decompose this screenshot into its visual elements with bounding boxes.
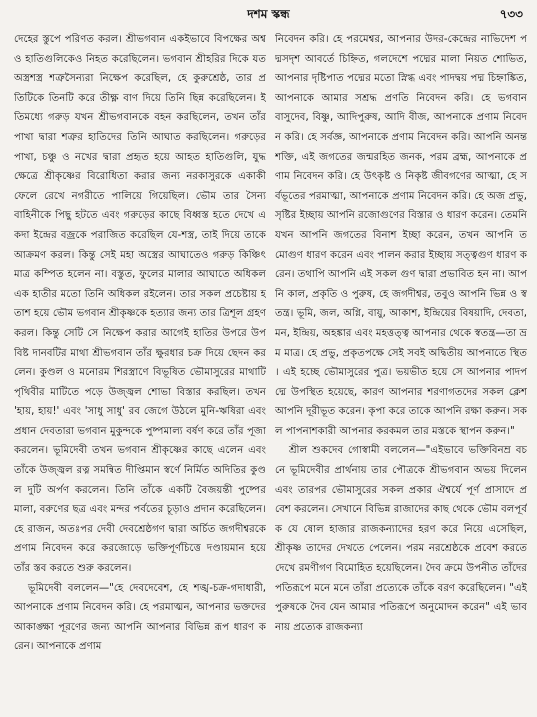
- paragraph: দেহের স্তুপে পরিণত করল। শ্রীভগবান একইভাবে বিপক্ষের অশ্ব ও হাতিগুলিকেও নিহত করেছিলেন। ভগবান শ্রীহরির দিকে যত অস্ত্রশস্ত্র শত্রুসৈন্যরা নিক্ষেপ করেছিল, হে কুরুশ্রেষ্ঠ, তার প্রতিটিকে তিনটি করে তীক্ষ্ণ বাণ দিয়ে তিনি ছিন্ন করেছিলেন। ইতিমধ্যে গরুড় যখন শ্রীভগবানকে বহন করছিলেন, তখন তাঁর পাখা দ্বারা শত্রুর হাতিদের তিনি আঘাত করছিলেন। গরুড়ের পাখা, চঞ্চু ও নখের দ্বারা প্রহৃত হয়ে আহত হাতিগুলি, যুদ্ধক্ষেত্রে শ্রীকৃষ্ণের বিরোধিতা করার জন্য নরকাসুরকে একাকী ফেলে রেখে নগরীতে পালিয়ে গিয়েছিল। ভৌম তার সৈন্যবাহিনীকে পিছু হটতে এবং গরুড়ের কাছে বিধ্বস্ত হতে দেখে একদা ইন্দ্রের বজ্রকে পরাজিত করেছিল যে-শস্ত্র, তাই দিয়ে তাকে আক্রমণ করল। কিন্তু সেই মহা অস্ত্রের আঘাতেও গরুড় কিঞ্চিৎমাত্র কম্পিত হলেন না। বস্তুত, ফুলের মালার আঘাতে অধিকল এক হাতীর মতো তিনি অধিকল রইলেন। তার সকল প্রচেষ্টায় হতাশ হয়ে ভৌম ভগবান শ্রীকৃষ্ণকে হত্যার জন্য তার ত্রিশূল গ্রহণ করল। কিন্তু সেটি সে নিক্ষেপ করার আগেই হাতির উপরে উপবিষ্ট দানবটির মাথা শ্রীভগবান তাঁর ক্ষুরধার চক্র দিয়ে ছেদন করলেন। কুণ্ডল ও মনোরম শিরস্ত্রাণে বিভূষিত ভৌমাসুরের মাথাটি পৃথিবীর মাটিতে পড়ে উজ্জ্বল শোভা বিস্তার করছিল। তখন 'হায়, হায়!' এবং 'সাধু সাধু' রব জেগে উঠলে মুনি-ঋষিরা এবং প্রধান দেবতারা ভগবান মুকুন্দকে পুষ্পমাল্য বর্ষণ করে তাঁর পূজা করলেন। ভূমিদেবী তখন ভগবান শ্রীকৃষ্ণের কাছে এলেন এবং তাঁকে উজ্জ্বল রত্ন সমন্বিত দীপ্তিমান স্বর্ণে নির্মিত অদিতির কুণ্ডল দুটি অর্পণ করলেন। তিনি তাঁকে একটি বৈজয়ন্তী পুষ্পের মালা, বরুণের ছত্র এবং মন্দর পর্বতের চূড়াও প্রদান করেছিলেন। হে রাজন, অতঃপর দেবী দেবশ্রেষ্ঠগণ দ্বারা অর্চিত জগদীশ্বরকে প্রণাম নিবেদন করে করজোড়ে ভক্তিপূর্ণচিত্তে দণ্ডায়মান হয়ে তাঁর স্তব করতে শুরু করলেন।: [14, 34, 266, 575]
- paragraph: নিবেদন করি। হে পরমেশ্বর, আপনার উদর-কেন্দ্রের নাভিদেশ পদ্মসদৃশ আবর্তে চিহ্নিত, গলদেশে পদ্মের মালা নিয়ত শোভিত, আপনার দৃষ্টিপাত পদ্মের মতো স্নিগ্ধ এবং পাদদ্বয় পদ্ম চিহ্নাঙ্কিত, আপনাকে আমার সশ্রদ্ধ প্রণতি নিবেদন করি। হে ভগবান বাসুদেব, বিষ্ণু, আদিপুরুষ, আদি বীজ, আপনাকে প্রণাম নিবেদন করি। হে সর্বজ্ঞ, আপনাকে প্রণাম নিবেদন করি। আপনি অনন্তশক্তি, এই জগতের জন্মরহিত জনক, পরম ব্রহ্ম, আপনাকে প্রণাম নিবেদন করি। হে উৎকৃষ্ট ও নিকৃষ্ট জীবগণের আত্মা, হে সর্বভূতের পরমাত্মা, আপনাকে প্রণাম নিবেদন করি। হে অজ প্রভু, সৃষ্টির ইচ্ছায় আপনি রজোগুণের বিস্তার ও ধারণ করেন। তেমনি যখন আপনি জগতের বিনাশ ইচ্ছা করেন, তখন আপনি তমোগুণ ধারণ করেন এবং পালন করার ইচ্ছায় সত্ত্বগুণ ধারণ করেন। তথাপি আপনি এই সকল গুণ দ্বারা প্রভাবিত হন না। আপনি কাল, প্রকৃতি ও পুরুষ, হে জগদীশ্বর, তবুও আপনি ভিন্ন ও স্বতন্ত্র। ভূমি, জল, অগ্নি, বায়ু, আকাশ, ইন্দ্রিয়ের বিষয়াদি, দেবতা, মন, ইন্দ্রিয়, অহঙ্কার এবং মহত্তত্ত্ব আপনার থেকে স্বতন্ত্র—তা ভ্রম মাত্র। হে প্রভু, প্রকৃতপক্ষে সেই সবই অদ্বিতীয় আপনাতে স্থিত। এই হচ্ছে ভৌমাসুরের পুত্র। ভয়ভীত হয়ে সে আপনার পাদপদ্মে উপস্থিত হয়েছে, কারণ আপনার শরণাগতদের সকল ক্লেশ আপনি দূরীভূত করেন। কৃপা করে তাকে আপনি রক্ষা করুন। সকল পাপনাশকারী আপনার করকমল তার মস্তকে স্থাপন করুন।": [275, 34, 527, 437]
- left-column: [14, 30, 266, 712]
- paragraph: শ্রীল শুকদেব গোস্বামী বললেন—"এইভাবে ভক্তিবিনম্র বচনে ভূমিদেবীর প্রার্থনায় তার পৌত্রকে শ্রীভগবান অভয় দিলেন এবং তারপর ভৌমাসুরের সকল প্রকার ঐশ্বর্যে পূর্ণ প্রাসাদে প্রবেশ করলেন। সেখানে বিভিন্ন রাজাদের কাছ থেকে ভৌম বলপূর্বক যে ষোল হাজার রাজকন্যাদের হরণ করে নিয়ে এসেছিল, শ্রীকৃষ্ণ তাদের দেখতে পেলেন। পরম নরশ্রেষ্ঠকে প্রবেশ করতে দেখে রমণীগণ বিমোহিত হয়েছিলেন। দৈব ক্রমে উপনীত তাঁদের পতিরূপে মনে মনে তাঁরা প্রত্যেকে তাঁকে বরণ করেছিলেন। "এই পুরুষকে দৈব যেন আমার পতিরূপে অনুমোদন করেন" এই ভাবনায় প্রত্যেক রাজকন্যা: [275, 445, 527, 633]
- paragraph: ভূমিদেবী বললেন—"হে দেবদেবেশ, হে শঙ্খ-চক্র-গদাধারী, আপনাকে প্রণাম নিবেদন করি। হে পরমাত্মন, আপনার ভক্তদের আকাঙ্ক্ষা পূরণের জন্য আপনি আপনার বিভিন্ন রূপ ধারণ করেন। আপনাকে প্রণাম: [14, 582, 266, 653]
- running-title: দশম স্কন্ধ: [247, 7, 290, 21]
- page-header: [0, 6, 537, 28]
- right-column: [275, 30, 527, 712]
- page-number: ৭৩৩: [499, 7, 523, 21]
